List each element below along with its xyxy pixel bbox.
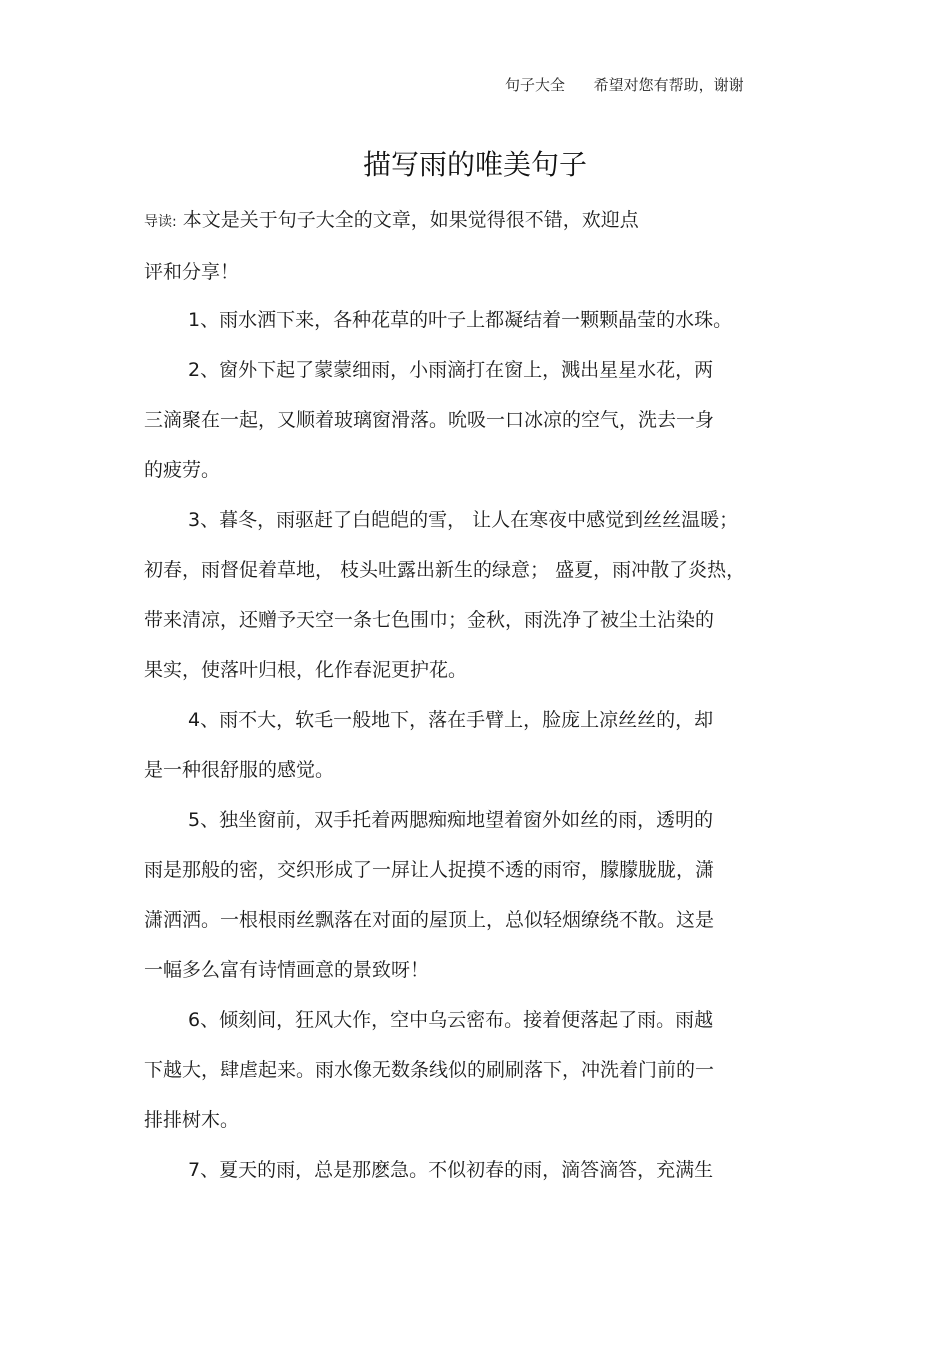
- article-body: [144, 295, 784, 1195]
- paragraph: [144, 495, 784, 695]
- paragraph-line: 带来清凉，还赠予天空一条七色围巾；金秋，雨洗净了被尘土沾染的: [144, 609, 715, 631]
- paragraph-line: 3、暮冬，雨驱赶了白皑皑的雪， 让人在寒夜中感觉到丝丝温暖；: [188, 509, 739, 531]
- paragraph-line: 是一种很舒服的感觉。: [144, 759, 335, 781]
- page-header: 句子大全 希望对您有帮助，谢谢: [505, 76, 744, 94]
- paragraph-line: 雨是那般的密，交织形成了一屏让人捉摸不透的雨帘，朦朦胧胧，潇: [144, 859, 715, 881]
- intro-line-2: 评和分享！: [144, 261, 240, 283]
- paragraph-line: 7、夏天的雨，总是那麽急。不似初春的雨，滴答滴答，充满生: [188, 1159, 714, 1181]
- paragraph: [144, 1145, 784, 1195]
- intro: [144, 195, 784, 297]
- paragraph: [144, 295, 784, 345]
- paragraph: [144, 345, 784, 495]
- paragraph-line: 三滴聚在一起，又顺着玻璃窗滑落。吮吸一口冰凉的空气，洗去一身: [144, 409, 715, 431]
- paragraph-line: 排排树木。: [144, 1109, 240, 1131]
- page-title: 描写雨的唯美句子: [362, 148, 587, 181]
- paragraph-line: 果实，使落叶归根，化作春泥更护花。: [144, 659, 468, 681]
- intro-label: 导读:: [144, 214, 177, 230]
- paragraph-line: 4、雨不大，软毛一般地下，落在手臂上，脸庞上凉丝丝的，却: [188, 709, 714, 731]
- paragraph-line: 一幅多么富有诗情画意的景致呀！: [144, 959, 430, 981]
- paragraph-line: 初春，雨督促着草地， 枝头吐露出新生的绿意； 盛夏，雨冲散了炎热，: [144, 559, 746, 581]
- paragraph-line: 6、倾刻间，狂风大作，空中乌云密布。接着便落起了雨。雨越: [188, 1009, 714, 1031]
- paragraph-line: 2、窗外下起了蒙蒙细雨，小雨滴打在窗上，溅出星星水花，两: [188, 359, 714, 381]
- paragraph: [144, 695, 784, 795]
- paragraph-line: 1、雨水洒下来，各种花草的叶子上都凝结着一颗颗晶莹的水珠。: [188, 309, 733, 331]
- paragraph-line: 的疲劳。: [144, 459, 221, 481]
- paragraph: [144, 795, 784, 995]
- paragraph-line: 潇洒洒。一根根雨丝飘落在对面的屋顶上，总似轻烟缭绕不散。这是: [144, 909, 715, 931]
- intro-text-1: 本文是关于句子大全的文章，如果觉得很不错，欢迎点: [182, 209, 639, 231]
- paragraph: [144, 995, 784, 1145]
- intro-line-1: [144, 195, 784, 247]
- paragraph-line: 下越大，肆虐起来。雨水像无数条线似的刷刷落下，冲洗着门前的一: [144, 1059, 715, 1081]
- paragraph-line: 5、独坐窗前，双手托着两腮痴痴地望着窗外如丝的雨，透明的: [188, 809, 714, 831]
